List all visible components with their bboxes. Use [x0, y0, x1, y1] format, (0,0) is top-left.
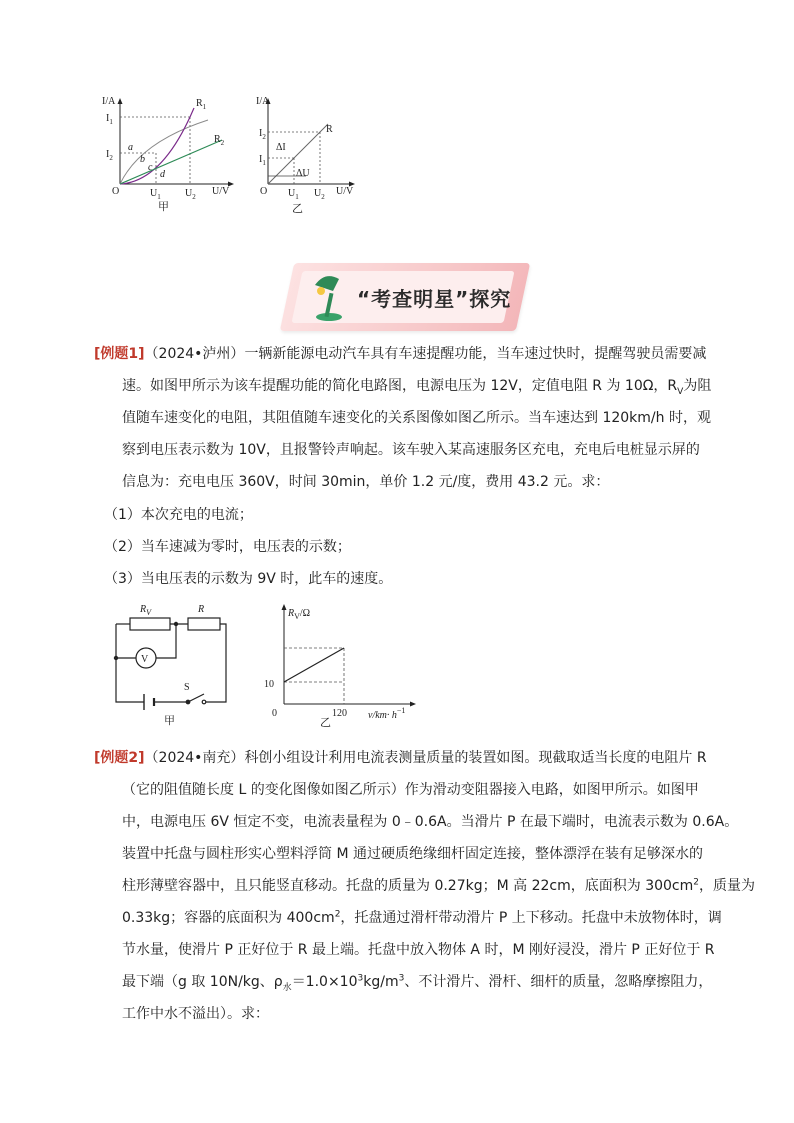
graph-yi-caption: 乙	[292, 202, 303, 215]
graph-jia-x-label: U/V	[212, 186, 230, 197]
example1-q1: （1）本次充电的电流；	[104, 507, 253, 523]
example2-line4: 装置中托盘与圆柱形实心塑料浮筒 M 通过硬质绝缘细杆固定连接，整体漂浮在装有足够深水的	[122, 846, 703, 862]
example2-tag: [例题2]	[94, 750, 145, 766]
svg-text:U2: $U_2$	[185, 188, 196, 201]
example2-line6: 0.33kg；容器的底面积为 $400cm^2$，托盘通过滑杆带动滑片 P 上下移动。托盘中未放物体时，调	[122, 909, 722, 926]
svg-text:v/km· h−1: $v/km\cdot h^{-1}$	[368, 706, 406, 721]
point-a: a	[128, 142, 133, 153]
svg-text:I2: $I_2$	[259, 128, 266, 141]
graph-jia	[100, 92, 240, 212]
svg-text:R: R	[198, 604, 205, 615]
label-i2: I	[106, 149, 110, 160]
resistor-rv	[130, 618, 170, 630]
svg-text:RV/Ω: $R_V/\Omega$	[288, 608, 311, 621]
example2-line3: 中，电源电压 6V 恒定不变，电流表量程为 0﹣0.6A。当滑片 P 在最下端时，电流表示数为 0.6A。	[122, 814, 739, 830]
example1-q3: （3）当电压表的示数为 9V 时，此车的速度。	[104, 571, 393, 587]
label-u1: U	[150, 188, 158, 199]
svg-text:120: 120	[332, 708, 347, 719]
svg-text:V: V	[141, 654, 149, 665]
graph-yi	[256, 92, 366, 222]
point-b: b	[140, 154, 145, 165]
svg-text:U/V: U/V	[336, 186, 354, 197]
graph-jia-caption: 甲	[158, 200, 169, 213]
point-c: c	[148, 162, 153, 173]
label-r2: R	[214, 134, 221, 145]
svg-text:R1: $R_1$	[196, 98, 207, 111]
resistor-r	[188, 618, 220, 630]
label-delta-u: ΔU	[296, 168, 310, 179]
example1-line1: [例题1]（2024•泸州）一辆新能源电动汽车具有车速提醒功能，当车速过快时，提醒驾驶员需要减	[94, 346, 707, 362]
circuit-diagram	[104, 598, 239, 730]
svg-text:RV: $R_V$	[140, 604, 151, 617]
example1-line4: 察到电压表示数为 10V，且报警铃声响起。该车驶入某高速服务区充电，充电后电桩显示屏的	[122, 442, 700, 458]
svg-text:U2: $U_2$	[314, 188, 325, 201]
graph-jia-origin: O	[112, 186, 120, 197]
svg-text:O: O	[260, 186, 268, 197]
example1-line3: 值随车速变化的电阻，其阻值随车速变化的关系图像如图乙所示。当车速达到 120km/h 时，观	[122, 410, 711, 426]
example2-line7: 节水量，使滑片 P 正好位于 R 最上端。托盘中放入物体 A 时，M 刚好浸没，滑片 P 正好位于 R	[122, 942, 715, 958]
svg-text:U1: $U_1$	[288, 188, 299, 201]
example1-q2: （2）当车速减为零时，电压表的示数；	[104, 539, 351, 555]
example2-line1: [例题2]（2024•南充）科创小组设计利用电流表测量质量的装置如图。现截取适当长度的电阻片 R	[94, 750, 707, 766]
example1-tag: [例题1]	[94, 346, 145, 362]
desk-lamp-icon	[309, 271, 349, 323]
example1-line5: 信息为：充电电压 360V，时间 30min，单价 1.2 元/度，费用 43.2 元。求：	[122, 474, 610, 490]
svg-text:S: S	[184, 682, 190, 693]
svg-text:I1: $I_1$	[259, 154, 266, 167]
circuit-caption: 甲	[164, 714, 175, 727]
graph-rv	[258, 598, 438, 730]
example2-line5: 柱形薄壁容器中，且只能竖直移动。托盘的质量为 0.27kg；M 高 22cm，底面积为 $300cm^2$，质量为	[122, 877, 755, 894]
example1-line2: 速。如图甲所示为该车提醒功能的简化电路图，电源电压为 12V，定值电阻 R 为 10Ω，$R_V$为阻	[122, 378, 712, 397]
graph-jia-y-label: I/A	[102, 96, 116, 107]
section-banner	[287, 263, 523, 331]
example2-line9: 工作中水不溢出）。求：	[122, 1006, 269, 1022]
example2-line8: 最下端（g 取 10N/kg、$\rho_水=1.0\times 10^3kg/m^3$、不计滑片、滑杆、细杆的质量，忽略摩擦阻力，	[122, 973, 713, 993]
svg-text:I2: $I_2$	[106, 149, 113, 162]
example2-line2: （它的阻值随长度 L 的变化图像如图乙所示）作为滑动变阻器接入电路，如图甲所示。如图甲	[122, 782, 699, 798]
point-d: d	[160, 169, 165, 180]
svg-text:U1: $U_1$	[150, 188, 161, 201]
rv-line	[284, 648, 344, 682]
label-r: R	[326, 124, 333, 135]
label-u2: U	[185, 188, 193, 199]
label-i1: I	[106, 113, 110, 124]
label-r1: R	[196, 98, 203, 109]
svg-text:R2: $R_2$	[214, 134, 225, 147]
svg-text:0: 0	[272, 708, 277, 719]
svg-text:I1: $I_1$	[106, 113, 113, 126]
svg-text:10: 10	[264, 679, 274, 690]
graph-yi-y-label: I/A	[256, 96, 270, 107]
graph-rv-caption: 乙	[320, 716, 331, 729]
label-delta-i: ΔI	[276, 142, 286, 153]
banner-title: “考查明星”探究	[357, 287, 512, 311]
